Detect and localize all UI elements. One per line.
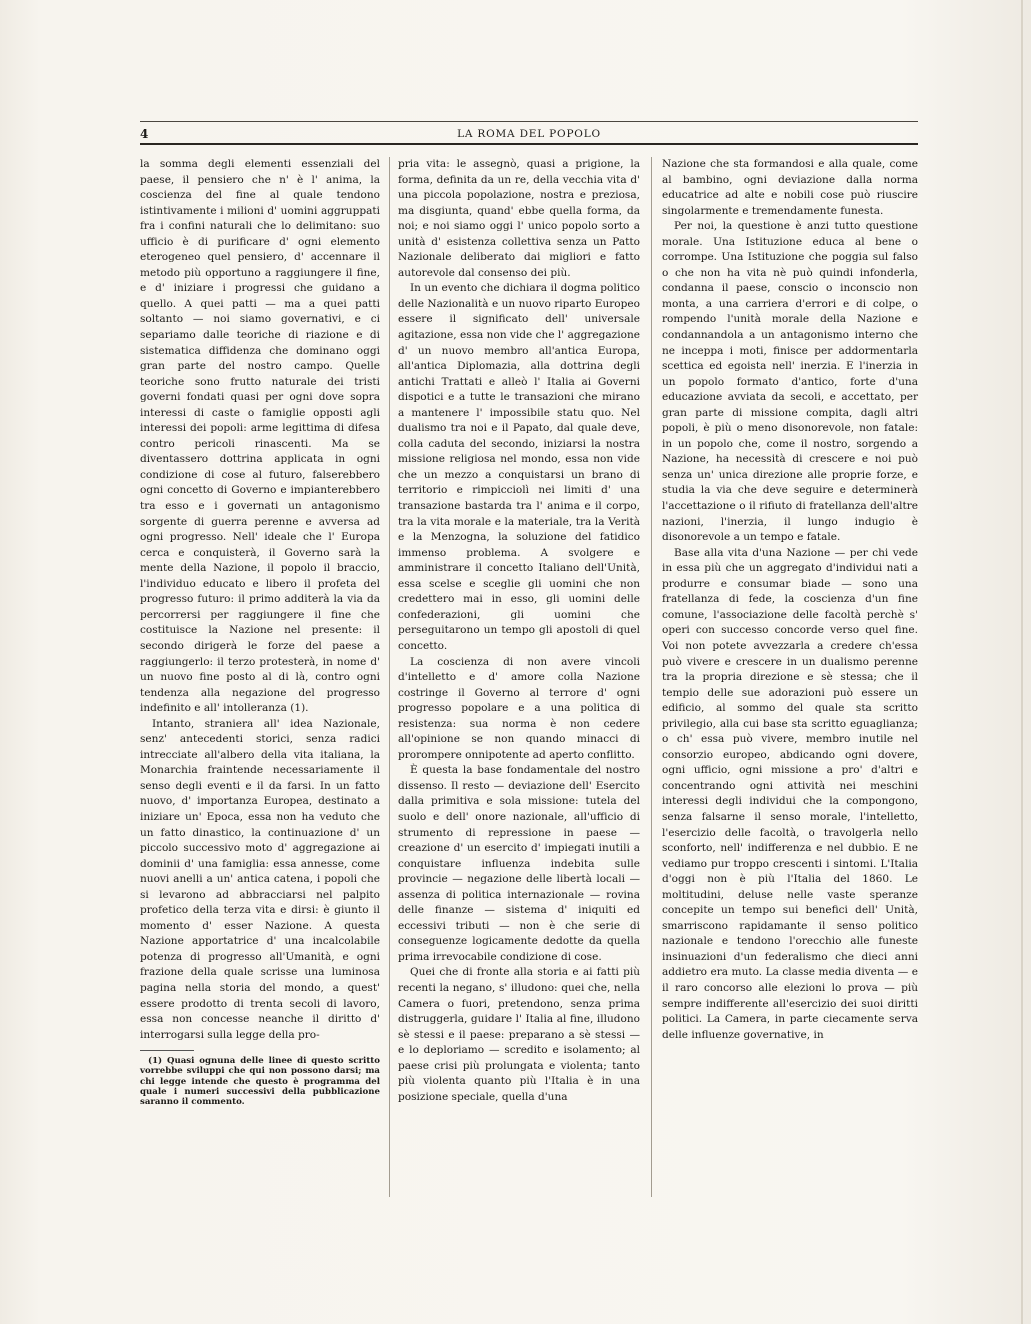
paragraph: Per noi, la questione è anzi tutto questione morale. Una Istituzione educa al bene o corrompe. Una Istituzione che poggia sul falso o che non ha vita nè può quindi infonderla, condanna il paese, conscio o inconscio non monta, a una carriera d'errori e di colpe, o rompendo l'unità morale della Nazione e condannandola a un antagonismo interno che ne inceppa i moti, finisce per addormentarla scettica ed egoista nell' inerzia. E l'inerzia in un popolo formato d'antico, forte d'una educazione avviata da secoli, e accettato, per gran parte di missione compita, dagli altri popoli, è più o meno disonorevole, non fatale: in un popolo che, come il nostro, sorgendo a Nazione, ha necessità di crescere e noi può senza un' unica direzione alle proprie forze, e studia la via che deve seguire e determinerà l'accettazione o il rifiuto di fratellanza dell'altre nazioni, l'inerzia, il lungo indugio è disonorevole a un tempo e fatale.	[662, 220, 918, 544]
paragraph: È questa la base fondamentale del nostro dissenso. Il resto — deviazione dell' Esercito dalla primitiva e sola missione: tutela del suolo e dell' onore nazionale, all'ufficio di strumento di repressione in paese — creazione d' un esercito d' impiegati inutili a conquistare influenza indebita sulle provincie — negazione delle libertà locali — assenza di politica internazionale — rovina delle finanze — sistema d' iniquiti ed eccessivi tributi — non è che serie di conseguenze logicamente dedotte da quella prima irrevocabile condizione di cose.	[398, 764, 640, 963]
running-title: LA ROMA DEL POPOLO	[457, 128, 601, 140]
column-divider	[389, 157, 390, 1197]
header-rule	[140, 121, 918, 122]
column-2	[398, 157, 640, 1105]
paragraph: Intanto, straniera all' idea Nazionale, senz' antecedenti storici, senza radici intrecciate all'albero della vita italiana, la Monarchia fraintende necessariamente il senso degli eventi e il da farsi. In un fatto nuovo, d' importanza Europea, destinato a iniziare un' Epoca, essa non ha veduto che un fatto dinastico, la continuazione d' un piccolo successivo moto d' aggregazione ai dominii d' una famiglia: essa annesse, come nuovi anelli a un' antica catena, i popoli che si levarono ad abbracciarsi nel palpito profetico della terza vita e dirsi: è giunto il momento d' esser Nazione. A questa Nazione apportatrice d' una incalcolabile potenza di progresso all'Umanità, e ogni frazione della quale scrisse una luminosa pagina nella storia del mondo, a quest' essere prodotto di trenta secoli di lavoro, essa non concesse neanche il diritto d' interrogarsi sulla legge della pro-	[140, 717, 380, 1041]
page-number: 4	[140, 127, 149, 141]
column-divider	[651, 157, 652, 1197]
paragraph: pria vita: le assegnò, quasi a prigione, la forma, definita da un re, della vecchia vita d' una piccola popolazione, nostra e preziosa, ma disgiunta, quand' ebbe quella forma, da noi; e noi siamo oggi l' unico popolo sorto a unità d' esistenza collettiva senza un Patto Nazionale deliberato dai migliori e fatto autorevole dal consenso dei più.	[398, 158, 640, 279]
column-1	[140, 157, 380, 1108]
page-fold-shadow	[1021, 0, 1023, 1324]
page-header	[140, 123, 918, 145]
column-3	[662, 157, 918, 1043]
paragraph: Nazione che sta formandosi e alla quale, come al bambino, ogni deviazione dalla norma educatrice ad alte e nobili cose può riuscire singolarmente e tremendamente funesta.	[662, 158, 918, 217]
paragraph: Quei che di fronte alla storia e ai fatti più recenti la negano, s' illudono: quei che, nella Camera o fuori, pretendono, senza prima distruggerla, guidare l' Italia al fine, illudono sè stessi e il paese: preparano a sè stessi — e lo deploriamo — scredito e isolamento; al paese crisi più prolungata e violenta; tanto più violenta quanto più l'Italia è in una posizione speciale, quella d'una	[398, 966, 640, 1103]
footnote: (1) Quasi ognuna delle linee di questo scritto vorrebbe sviluppi che qui non possono darsi; ma chi legge intende che questo è programma del quale i numeri successivi della pubblicazione saranno il commento.	[140, 1056, 380, 1108]
paragraph: In un evento che dichiara il dogma politico delle Nazionalità e un nuovo riparto Europeo essere il significato dell' universale agitazione, essa non vide che l' aggregazione d' un nuovo membro all'antica Europa, all'antica Diplomazia, alla dottrina degli antichi Trattati e alleò l' Italia ai Governi dispotici e a tutte le transazioni che mirano a mantenere l' impossibile statu quo. Nel dualismo tra noi e il Papato, dal quale deve, colla caduta del secondo, iniziarsi la nostra missione religiosa nel mondo, essa non vide che un mezzo a conquistarsi un brano di territorio e rimpicciolì nei limiti d' una transazione bastarda tra l' anima e il corpo, tra la vita morale e la materiale, tra la Verità e la Menzogna, la soluzione del fatidico immenso problema. A svolgere e amministrare il concetto Italiano dell'Unità, essa scelse e sceglie gli uomini che non credettero mai in esso, gli uomini delle confederazioni, gli uomini che perseguitarono un tempo gli apostoli di quel concetto.	[398, 282, 640, 652]
paragraph: La coscienza di non avere vincoli d'intelletto e d' amore colla Nazione costringe il Governo al terrore d' ogni progresso popolare e a una politica di resistenza: sua norma è non cedere all'opinione se non quando minacci di prorompere onnipotente ad aperto conflitto.	[398, 655, 640, 761]
paragraph: la somma degli elementi essenziali del paese, il pensiero che n' è l' anima, la coscienza del fine al quale tendono istintivamente i milioni d' uomini aggruppati fra i confini naturali che lo delimitano: suo ufficio è di purificare d' ogni elemento eterogeneo quel pensiero, d' accennare il metodo più opportuno a raggiungere il fine, e d' iniziare i progressi che guidano a quello. A quei patti — ma a quei patti soltanto — noi siamo governativi, e ci separiamo dalle teoriche di riazione e di sistematica diffidenza che dominano oggi gran parte del nostro campo. Quelle teoriche sono frutto naturale dei tristi governi fondati quasi per ogni dove sopra interessi di caste o famiglie opposti agli interessi dei popoli: arme legittima di difesa contro pericoli rinascenti. Ma se diventassero dottrina applicata in ogni condizione di cose al futuro, falserebbero ogni concetto di Governo e impianterebbero tra esso e i governati un antagonismo sorgente di guerra perenne e avversa ad ogni progresso. Nell' ideale che l' Europa cerca e conquisterà, il Governo sarà la mente della Nazione, il popolo il braccio, l'individuo educato e libero il profeta del progresso futuro: il primo additerà la via da percorrersi per raggiungere il fine che costituisce la Nazione nel presente: il secondo dirigerà le forze del paese a raggiungerlo: il terzo protesterà, in nome d' un nuovo fine posto al di là, contro ogni tendenza alla negazione del progresso indefinito e all' intolleranza (1).	[140, 158, 380, 715]
paragraph: Base alla vita d'una Nazione — per chi vede in essa più che un aggregato d'individui nati a produrre e consumar biade — sono una fratellanza di fede, la coscienza d'un fine comune, l'associazione delle facoltà perchè s' operi con successo concorde verso quel fine. Voi non potete avvezzarla a credere ch'essa può vivere e crescere in un dualismo perenne tra la propria direzione e sè stessa; che il tempio delle sue adorazioni può essere un edificio, al sommo del quale sta scritto privilegio, alla cui base sta scritto eguaglianza; o ch' essa può vivere, membro inutile nel consorzio europeo, abdicando ogni dovere, ogni ufficio, ogni missione a pro' d'altri e concentrando ogni attività nei meschini interessi degli individui che la compongono, senza falsarne il senso morale, l'intelletto, l'esercizio delle facoltà, o travolgerla nello sconforto, nell' indifferenza e nel dubbio. E ne vediamo pur troppo crescenti i sintomi. L'Italia d'oggi non è più l'Italia del 1860. Le moltitudini, deluse nelle vaste speranze concepite un tempo sui benefici dell' Unità, smarriscono rapidamante il senso politico nazionale e tendono l'orecchio alle funeste insinuazioni d'un federalismo che dieci anni addietro era muto. La classe media diventa — e il raro concorso alle elezioni lo prova — più sempre indifferente all'esercizio dei suoi diritti politici. La Camera, in parte ciecamente serva delle influenze governative, in	[662, 546, 918, 1041]
footnote-rule	[140, 1050, 194, 1051]
